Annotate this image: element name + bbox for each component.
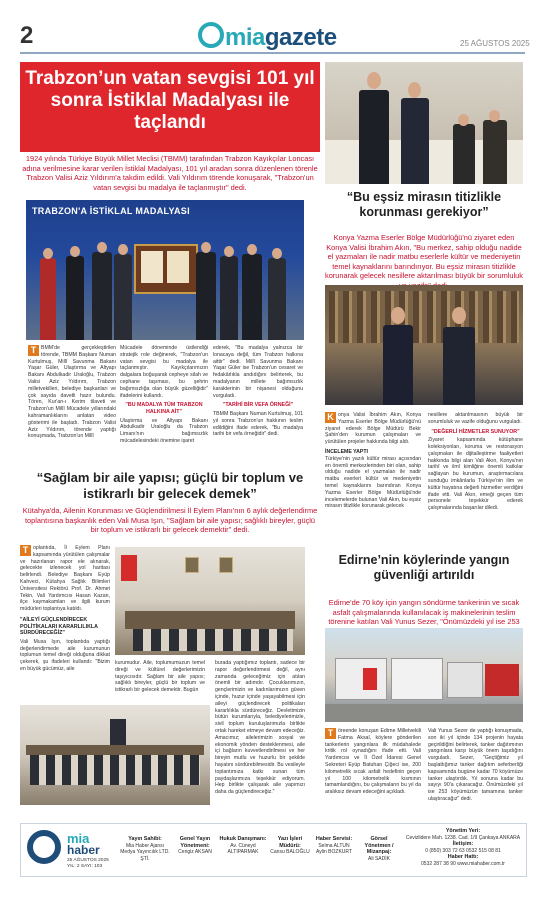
logo-gazete-text: gazete xyxy=(264,24,337,51)
footer-contact: Yönetim Yeri: Cevizlidere Mah. 1238. Cad. 1/9 Çankaya ANKARA İletişim: 0 (850) 303 72 63 0532 515 08 81 Haber Hattı: 0532 287 38 90 www.miahaber.com.tr xyxy=(405,828,521,867)
story3-headline: “Sağlam bir aile yapısı; güçlü bir toplum ve istikrarlı bir gelecek demek” xyxy=(36,470,304,501)
story2-lead: Konya Yazma Eserler Bölge Müdürlüğü'nü ziyaret eden Konya Valisi İbrahim Akın, "Bu merkez, sahip olduğu nadide el yazmaları ile nadir matbu eserlerle kültür ve medeniyetin temel kaynaklarını barındırıyor. Bu eşsiz mirasın titizlikle korunarak gelecek nesillere aktarılması büyük bir sorumluluk xyxy=(325,233,523,281)
story1-col2: Mücadele döneminde üstlendiği stratejik role değinerek, "Trabzon'un vatan sevgisi bu madalya ile taçlanmıştır. Kayıkçılarımızın dalgalara boğuşarak cepheye silah ve cephane taşıması, bu şehrin bağımsızlığa olan büyük güzelliğidir" ifadelerini kullandı. "BU MADALYA TÜM TRABZON HALKINA AİT" Ulaştırma ve Altyapı Bakanı Abdulkadir Uraloğlu da Trabzon Limanı'nın bağımsızlık mücadelesindeki önemine işaret xyxy=(120,345,208,444)
story2-col1: K onya Valisi İbrahim Akın, Konya Yazma Eserler Bölge Müdürlüğü'nü ziyaret ederek Bölge Müdürü Bekir Şahin'den kurumun çalışmaları ve yürütülen projeler hakkında bilgi aldı. İNCELEME YAPTI Türkiye'nin yazılı kültür mirası açısından en önemli merkezlerinden biri olan, sahip olduğu nadide el yazmaları ile nadir matbu eserleri kültür ve medeniyetin temel kaynaklarını barındıran Konya Yazma Eserler Bölge Müdürlüğü'nde incelemelerde bulunan Vali Akın, bu eşsiz mirasın titizlikle korunarak gelecek xyxy=(325,412,421,510)
story3-photo-bottom xyxy=(20,705,210,805)
footer-logo-haber: haber xyxy=(67,843,100,857)
story1-photo xyxy=(26,200,304,340)
story3-col3: burada yaptığımız toplantı, sadece bir rapor değerlendirmesi değil, aynı zamanda geleceğimiz için atılan önemli bir adımdır. Çocuklarımızın, gençlerimizin ve kadınlarımızın güven içinde, huzur içinde yaşayabilmesi için aileyi güçlendirecek politikaları kararlılıkla sürdüreceğiz. Devletimizin bütün kurumlarıyla, belediyelerimizle, sivil toplum kuruluşlarımızla birlikte ortak hareket etmeye devam edeceğiz. Amacımız; ailelerimizin sosyal ve ekonomik yönden desteklenmesi, aile içi bağların kuvvetlendirilmesi ve her bireyin mutlu ve huzurlu bir şekilde hayatını sürdürebilmesidir. Bu vesileyle toplantımıza katkı sunan tüm paydaşlarımıza teşekkür ediyorum. Hep birlikte çalışarak aile yapımızı daha da güçlendireceğiz." xyxy=(215,660,305,796)
story4-headline: Edirne’nin köylerinde yangın güvenliği artırıldı xyxy=(338,553,510,582)
photo-banner-text: TRABZON'A İSTİKLAL MADALYASI xyxy=(32,206,190,216)
story4-col1: T öreende konuşan Edirne Milletvekili Fatma Aksal, köylere gönderilen tankerlerin yangınlara ilk müdahalede kritik rol oynadığını ifade etti. Vali Yardımcısı ve İl Özel İdaresi Genel Sekreteri Eyüp Batuhan Çiğeci ise, 200 kilometrelik sıcak asfalt hedefinin geçen yıl 100 kilometrelik kısmının tamamlandığını, bu çalışmaların bu yıl da aralıksız devam edeceğini açıkladı. xyxy=(325,728,421,796)
medal-frame xyxy=(134,244,198,294)
footer-news-manager: Yazı İşleri Müdürü: Cansu BALOĞLU xyxy=(270,836,310,855)
story1-headline: Trabzon’un vatan sevgisi 101 yıl sonra İstiklal Madalyası ile taçlandı xyxy=(25,68,315,133)
header-rule xyxy=(20,52,525,54)
story3-col1: T oplantıda, İl Eylem Planı kapsamında yürütülen çalışmalar ve hazırlanan rapor ele alınarak, gelecekte izlenecek yol haritası belirlendi. Belediye Başkanı Eyüp Kahveci, Kütahya Sağlık Bilimleri Üniversitesi Rektörü Prof. Dr. Ahmet Tekin, Vali Yardımcısı Hasan Kazan, ilçe kaymakamları ve ilgili kurum müdürleri toplantıya katıldı. "AİLEYİ GÜÇLENDİRECEK POLİTİKALARI KARARLILIKLA SÜRDÜRECEĞİZ" Vali Musa Işın, toplantıda yaptığı değerlendirmede aile kurumunun toplumun temel direği olduğuna dikkat çekerek, şu ifadeleri kullandı: "Bizim en büyük gücümüz, aile xyxy=(20,545,110,672)
dropcap: K xyxy=(325,412,336,423)
story4-col2: Vali Yunus Sezer de yaptığı konuşmada, son iki yıl içinde 134 projenin hayata geçirildiğini belirterek, tanker dağıtımının yangınlara karşı büyük önem taşıdığını vurguladı. Sezer, "Geçtiğimiz yıl başlattığımız tanker dağıtım seferberliği kapsamında bugüne kadar 70 köyümüze tanker ulaştırdık. Yıl sonuna kadar bu sayıyı 90'a çıkaracağız. Önümüzdeki yıl ise 253 köyümüzün tamamına tanker ulaştıracağız" dedi. xyxy=(428,728,523,802)
footer-layout: Görsel Yönetmen / Mizanpaj: Ali SADİK xyxy=(364,836,394,862)
flag-icon xyxy=(121,555,137,581)
story2-headline: “Bu eşsiz mirasın titizlikle korunması gerekiyor” xyxy=(346,190,502,219)
footer-issue: 25 AĞUSTOS 2025 YIL: 2 SAYI: 103 xyxy=(67,858,109,869)
flag-icon xyxy=(363,668,377,690)
logo-ring-icon xyxy=(198,22,224,48)
bookshelf xyxy=(329,291,519,343)
tanker-truck xyxy=(335,658,387,700)
story2-photo-top xyxy=(325,62,523,184)
footer-legal: Hukuk Danışmanı: Av. Cüneyd ALTIPARMAK xyxy=(219,836,267,855)
story1-col1: T BMM'de gerçekleştirilen törende, TBMM Başkanı Numan Kurtulmuş, Millî Savunma Bakanı Yaşar Güler, Ulaştırma ve Altyapı Bakanı Abdulkadir Uraloğlu, Trabzon Valisi Aziz Yıldırım, Trabzon milletvekilleri, belediye başkanları ve çok sayıda davetli hazır bulundu. Tören, Kur'an-ı Kerim tilaveti ve Trabzon'un Millî Mücadele yıllarındaki kahramanlıklarını anlatan video gösterimi ile başladı. Trabzon Valisi Aziz Yıldırım, törende yaptığı konuşmada, Trabzon'un Millî xyxy=(28,345,116,440)
dropcap: T xyxy=(325,728,336,739)
issue-date: 25 AĞUSTOS 2025 xyxy=(460,39,530,48)
story2-col2: nesillere aktarılmasının büyük bir sorumluluk ve vazife olduğunu vurguladı. "DEĞERLİ HİZMETLER SUNUYOR" Ziyaret kapsamında kütüphane koleksiyonları, koruma ve restorasyon çalışmaları ile dijitalleştirme faaliyetleri hakkında bilgi alan Vali Akın, Konya'nın tarihî ve ilmî kimliğine önemli katkılar sağlayan bu kurumun, araştırmacılara sunduğu imkânlarla Türkiye'nin ilim ve kültür hayatına değerli hizmetler verdiğini ifade etti. Vali Akın, emeği geçen tüm personele teşekkür ederek çalışmalarında başarılar diledi. xyxy=(428,412,523,512)
story3-lead: Kütahya'da, Ailenin Korunması ve Güçlendirilmesi İl Eylem Planı'nın 6 aylık değerlendirme toplantısına başkanlık eden Vali Musa Işın, "Sağlam bir aile yapısı; sağlıklı bireyler, güçlü bir toplum ve istikrarlı bir gelecek demektir" dedi. xyxy=(22,506,318,535)
page-number: 2 xyxy=(20,22,34,49)
logo-mia-text: mia xyxy=(225,24,265,51)
footer-editor: Genel Yayın Yönetmeni: Cengiz AKSAN xyxy=(178,836,212,855)
story4-lead: Edirne'de 70 köy için yangın söndürme tankerinin ve sıcak asfalt çalışmalarında kullanılacak iş makinelerinin teslim törenine katılan Vali Yunus Sezer, "Önümüzdeki yıl ise 253 xyxy=(328,598,520,627)
story1-lead: 1924 yılında Türkiye Büyük Millet Meclisi (TBMM) tarafından Trabzon Kayıkçılar Loncası adına verilmesine karar verilen İstiklal Madalyası, 101 yıl aradan sonra düzenlenen törenle Trabzon Valisi Aziz Yıldırım'a takdim edildi. Vali Yıldırım törende konuşarak, "Trabzon'un vatan sevgisi bu madalya ile taçlanmıştır" dedi. xyxy=(22,154,318,192)
story1-col3: ederek, "Bu madalya yalnızca bir lonacaya değil, tüm Trabzon halkına aittir" dedi. Millî Savunma Bakanı Yaşar Güler ise Trabzon'un cesaret ve fedakârlıkla andıdığını belirterek, bu madalyanın millete bağımsızlık karakterinin bir nişanesi olduğunu vurguladı. "TARİHİ BİR VEFA ÖRNEĞİ" TBMM Başkanı Numan Kurtulmuş, 101 yıl sonra Trabzon'un hakkının teslim edildiğini ifade ederek, "Bu madalya tarihi bir vefa örneğidir" dedi. xyxy=(213,345,303,438)
masthead-logo[interactable] xyxy=(198,22,337,52)
story2-photo-bottom xyxy=(325,285,523,405)
footer-logo-mia: mia xyxy=(67,831,90,846)
footer-publisher: Yayın Sahibi: Mia Haber Ajansı Medya Yayıncılık LTD. ŞTİ. xyxy=(120,836,170,862)
footer-news-service: Haber Servisi: Selma ALTUN Aylin BOZKURT xyxy=(315,836,353,855)
story3-col2: kurumudur. Aile, toplumumuzun temel direği ve kültürel değerlerimizin taşıyıcısıdır. Sağlam bir aile yapısı; sağlıklı bireyler, güçlü bir toplum ve istikrarlı bir gelecek demektir. Bugün xyxy=(115,660,205,694)
footer-imprint xyxy=(20,823,527,877)
story3-photo-top xyxy=(115,547,305,655)
mia-haber-logo-icon xyxy=(27,830,61,864)
meeting-table xyxy=(125,611,295,629)
story4-photo xyxy=(325,628,523,722)
dropcap: T xyxy=(28,345,39,356)
dropcap: T xyxy=(20,545,31,556)
